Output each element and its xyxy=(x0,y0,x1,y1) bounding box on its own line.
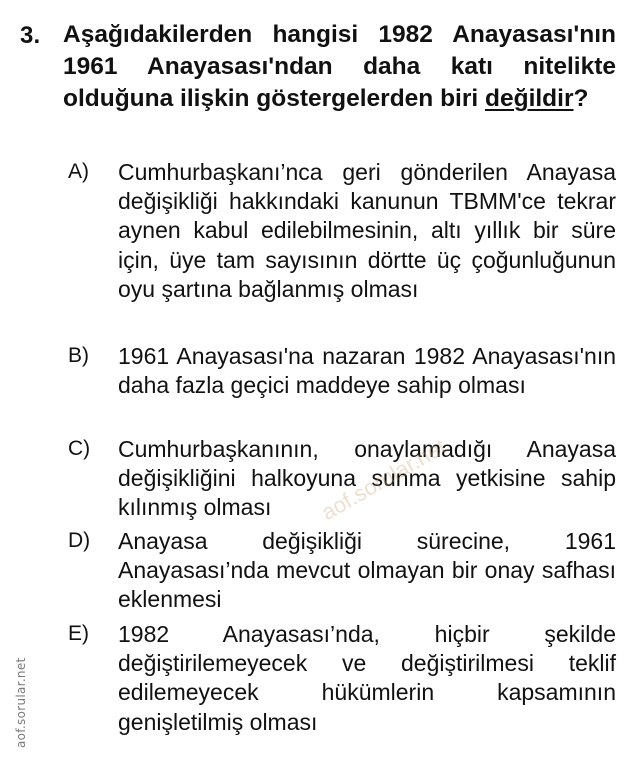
option-c-letter: C) xyxy=(68,437,91,460)
diagonal-watermark: aof.sorular.net xyxy=(317,433,451,526)
option-e-text: 1982 Anayasası’nda, hiçbir şekilde değiştirilemeyecek ve değiştirilmesi teklif edilemeyecek hükümlerin kapsamının genişletilmiş olması xyxy=(118,621,616,735)
option-a-letter: A) xyxy=(68,160,89,183)
stem-underlined-word: değildir xyxy=(485,85,574,112)
question-stem xyxy=(63,19,616,115)
stem-question-mark: ? xyxy=(573,85,589,112)
option-e-letter: E) xyxy=(68,622,89,645)
question-number: 3. xyxy=(20,22,41,49)
stem-main-text: Aşağıdakilerden hangisi 1982 Anayasası'nın 1961 Anayasası'ndan daha katı nitelikte olduğuna ilişkin göstergelerden biri xyxy=(63,21,616,112)
option-a-text: Cumhurbaşkanı’nca geri gönderilen Anayasa değişikliği hakkındaki kanunun TBMM'ce tekrar aynen kabul edilebilmesinin, altı yıllık bir süre için, üye tam sayısının dörtte üç çoğunluğunun oyu şartına bağlanmış olması xyxy=(118,159,616,302)
side-watermark: aof.sorular.net xyxy=(14,657,28,748)
option-c-text: Cumhurbaşkanının, onaylamadığı Anayasa değişikliğini halkoyuna sunma yetkisine sahip kılınmış olması xyxy=(118,436,616,521)
option-b-text: 1961 Anayasası'na nazaran 1982 Anayasası'nın daha fazla geçici maddeye sahip olması xyxy=(118,343,616,399)
option-b-letter: B) xyxy=(68,344,89,367)
option-d-letter: D) xyxy=(68,529,91,552)
option-d-text: Anayasa değişikliği sürecine, 1961 Anayasası’nda mevcut olmayan bir onay safhası eklenmesi xyxy=(118,528,616,613)
